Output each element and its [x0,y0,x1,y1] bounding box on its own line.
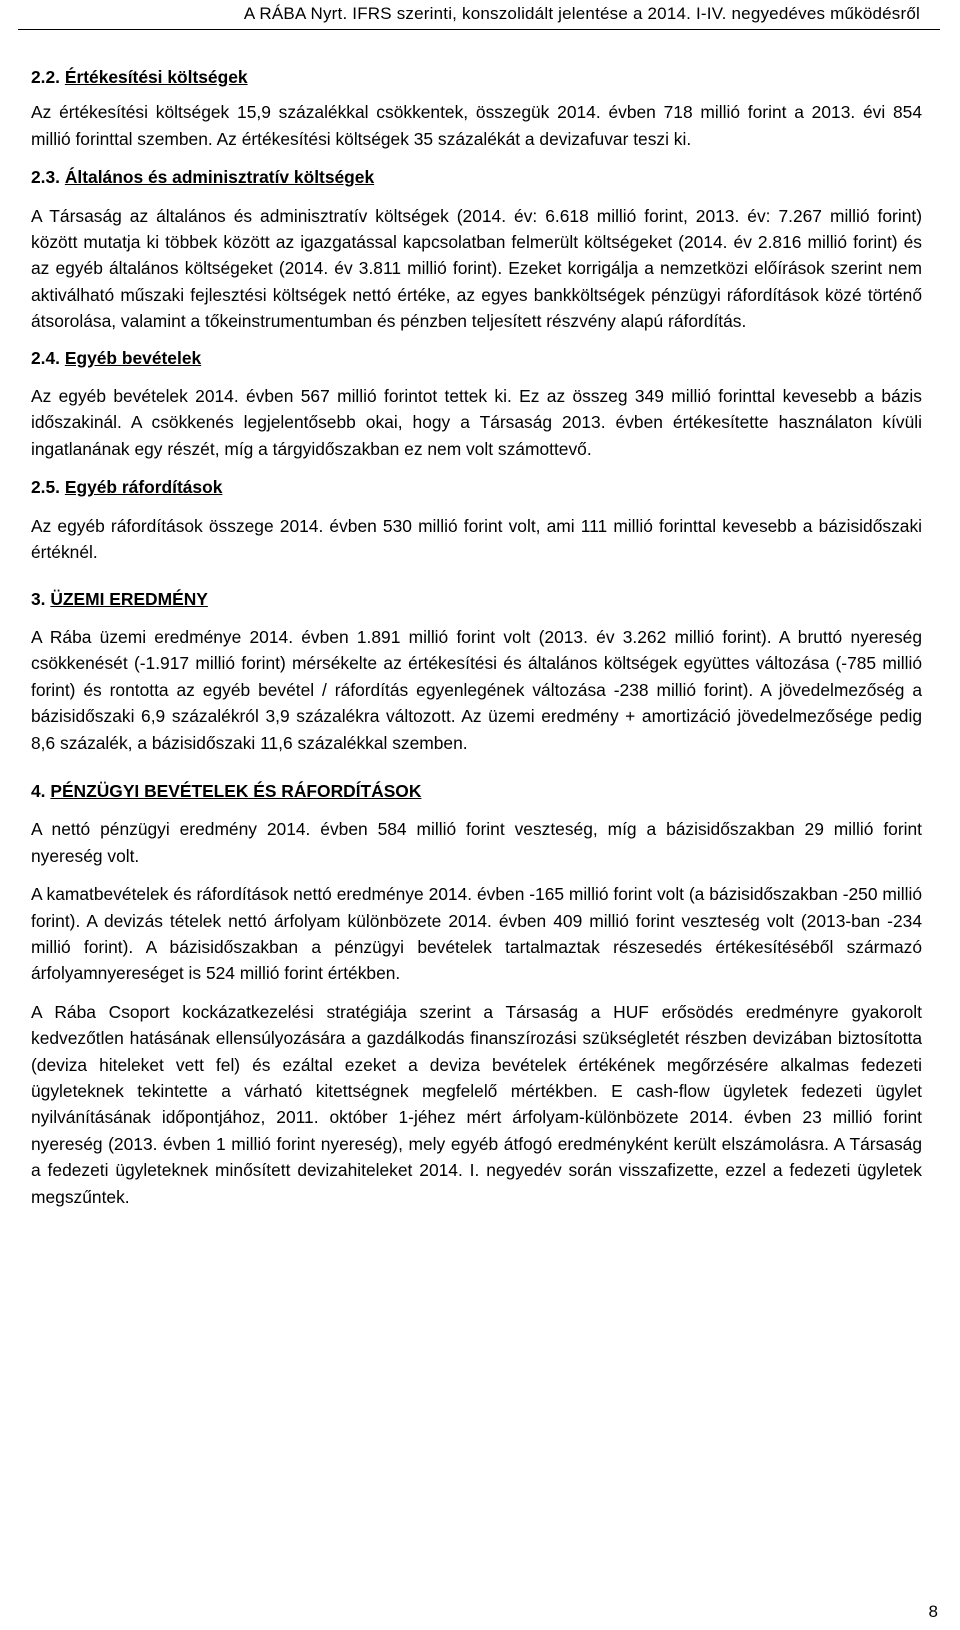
section-heading-2-4 [31,345,922,371]
section-number: 2.2. [31,67,61,87]
paragraph-other-expenses: Az egyéb ráfordítások összege 2014. évben 530 millió forint volt, ami 111 millió forinttal kevesebb a bázisidőszaki értéknél. [31,515,922,563]
page-number: 8 [928,1602,938,1621]
section-heading-2-2 [31,64,922,90]
document-body [31,64,922,1210]
section-heading-3 [31,586,922,612]
section-heading-2-5 [31,474,922,500]
section-number: 2.3. [31,167,61,188]
section-number: 4. [31,780,46,801]
section-heading-4 [31,778,922,804]
section-number: 2.5. [31,477,61,498]
section-title: PÉNZÜGYI BEVÉTELEK ÉS RÁFORDÍTÁSOK [50,780,422,801]
running-header: A RÁBA Nyrt. IFRS szerinti, konszolidált jelentése a 2014. I-IV. negyedéves működésről [243,4,920,23]
paragraph-interest-fx: A kamatbevételek és ráfordítások nettó eredménye 2014. évben -165 millió forint volt (a bázisidőszakban -250 millió forint). A devizás tételek nettó árfolyam különbözete 2014. évben 409 millió forint veszteség volt (2013-ban -234 millió forint). A bázisidőszakban a pénzügyi bevételek tartalmaztak részesedés értékesítéséből származó árfolyamnyereséget is 524 millió forint értékben. [31,884,922,984]
section-number: 3. [31,588,46,609]
paragraph-sales-costs: Az értékesítési költségek 15,9 százalékkal csökkentek, összegük 2014. évben 718 millió forint a 2013. évi 854 millió forinttal szemben. Az értékesítési költségek 35 százalékát a devizafuvar teszi ki. [31,102,922,149]
section-title: Egyéb ráfordítások [64,477,223,498]
section-title: Értékesítési költségek [64,67,248,87]
section-heading-2-3 [31,164,922,190]
section-title: Egyéb bevételek [64,347,202,368]
section-title: Általános és adminisztratív költségek [64,167,375,188]
paragraph-other-income: Az egyéb bevételek 2014. évben 567 millió forintot tettek ki. Ez az összeg 349 millió forinttal kevesebb a bázis időszakinál. A csökkenés legjelentősebb okai, hogy a Társaság 2013. évben értékesítette használaton kívüli ingatlanának egy részét, míg a tárgyidőszakban ez nem volt számottevő. [31,386,922,459]
paragraph-admin-costs: A Társaság az általános és adminisztratív költségek (2014. év: 6.618 millió forint, 2013. év: 7.267 millió forint) között mutatja ki többek között az igazgatással kapcsolatban felmerült költségeket (2014. év 2.816 millió forint) és az egyéb általános költségeket (2014. év 3.811 millió forint). Ezeket korrigálja a nemzetközi előírások szerint nem aktiválható műszaki fejlesztési költségek nettó értéke, az egyes bankköltségek pénzügyi ráfordítások közé történő átsorolása, valamint a tőkeinstrumentumban és pénzben teljesített részvény alapú ráfordítás. [31,205,922,332]
paragraph-operating-result: A Rába üzemi eredménye 2014. évben 1.891 millió forint volt (2013. év 3.262 millió forint). A bruttó nyereség csökkenését (-1.917 millió forint) mérsékelte az értékesítési és általános költségek együttes változása (-785 millió forint) és rontotta az egyéb bevétel / ráfordítás egyenlegének változása -238 millió forint). A jövedelmezőség a bázisidőszaki 6,9 százalékról 3,9 százalékra változott. Az üzemi eredmény + amortizáció jövedelmezősége pedig 8,6 százalék, a bázisidőszaki 11,6 százalékkal szemben. [31,626,922,753]
section-title: ÜZEMI EREDMÉNY [50,588,208,609]
section-number: 2.4. [31,347,61,368]
paragraph-financial-result: A nettó pénzügyi eredmény 2014. évben 584 millió forint veszteség, míg a bázisidőszakban 29 millió forint nyereség volt. [31,819,922,866]
header-rule [18,29,940,30]
paragraph-risk-management: A Rába Csoport kockázatkezelési stratégiája szerint a Társaság a HUF erősödés eredményre gyakorolt kedvezőtlen hatásának ellensúlyozására a gazdálkodás finanszírozási szükségletét részben devizában biztosította (deviza hiteleket vett fel) és ezáltal ezeket a deviza bevételek értékének megőrzésére alkalmas fedezeti ügyleteknek tekintette a várható kitettségnek megfelelő mértékben. E cash-flow ügyletek fedezeti ügylet nyilvánításának időpontjához, 2011. október 1-jéhez mért árfolyam-különbözete 2014. évben 23 millió forint nyereség (2013. évben 1 millió forint nyereség), mely egyéb átfogó eredményként került elszámolásra. A Társaság a fedezeti ügyleteknek minősített devizahiteleket 2014. I. negyedév során visszafizette, ezzel a fedezeti ügyletek megszűntek. [31,1001,922,1207]
